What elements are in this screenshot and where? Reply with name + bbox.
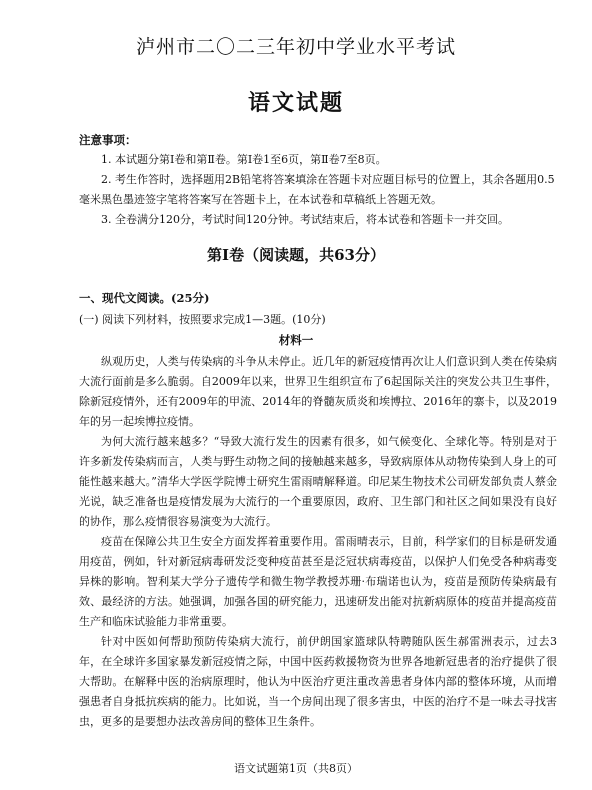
note-item: 1. 本试题分第Ⅰ卷和第Ⅱ卷。第Ⅰ卷1至6页，第Ⅱ卷7至8页。 [101, 153, 387, 166]
paragraph: 针对中医如何帮助预防传染病大流行，前伊朗国家篮球队特聘随队医生郝雷洲表示，过去3年，在全球许多国家暴发新冠疫情之际，中国中医药救援物资为世界各地新冠患者的治疗提供了很大帮助。在解释中医的治病原理时，他认为中医治疗更注重改善患者身体内部的整体环境，从而增强患者自身抵抗疾病的能力。比如说，当一个房间出现了很多害虫，中医的治疗不是一味去寻找害虫，更多的是要想办法改善房间的整体卫生条件。 [79, 635, 557, 728]
note-item: 2. 考生作答时，选择题用2B铅笔将答案填涂在答题卡对应题目标号的位置上，其余各题用0.5毫米黑色墨迹签字笔将答案写在答题卡上，在本试卷和草稿纸上答题无效。 [79, 173, 555, 206]
subject-title: 语文试题 [247, 90, 344, 116]
paragraph: 为何大流行越来越多？“导致大流行发生的因素有很多，如气候变化、全球化等。特别是对于许多新发传染病而言，人类与野生动物之间的接触越来越多，导致病原体从动物传染到人身上的可能性越来越大。”清华大学医学院博士研究生雷雨晴解释道。印尼某生物技术公司研发部负责人蔡金光说，缺乏准备也是疫情发展为大流行的一个重要原因，政府、卫生部门和社区之间如果没有良好的协作，那么疫情很容易演变为大流行。 [79, 435, 557, 528]
sub-instruction: (一) 阅读下列材料，按照要求完成1—3题。(10分) [79, 313, 326, 326]
page-footer: 语文试题第1页（共8页） [234, 762, 358, 775]
exam-title: 泸州市二〇二三年初中学业水平考试 [135, 36, 456, 58]
note-item: 3. 全卷满分120分，考试时间120分钟。考试结束后，将本试卷和答题卡一并交回。 [101, 213, 509, 226]
notes-heading: 注意事项： [79, 133, 137, 147]
paragraph: 纵观历史，人类与传染病的斗争从未停止。近几年的新冠疫情再次让人们意识到人类在传染病大流行面前是多么脆弱。自2009年以来，世界卫生组织宣布了6起国际关注的突发公共卫生事件，除新冠疫情外，还有2009年的甲流、2014年的脊髓灰质炎和埃博拉、2016年的寨卡，以及2019年的另一起埃博拉疫情。 [79, 355, 557, 428]
paragraph: 疫苗在保障公共卫生安全方面发挥着重要作用。雷雨晴表示，目前，科学家们的目标是研发通用疫苗，例如，针对新冠病毒研发泛变种疫苗甚至是泛冠状病毒疫苗，以保护人们免受各种病毒变异株的影响。智利某大学分子遗传学和微生物学教授苏珊·布瑞诺也认为，疫苗是预防传染病最有效、最经济的方法。她强调，加强各国的研究能力，迅速研发出能对抗新病原体的疫苗并提高疫苗生产和临床试验能力非常重要。 [79, 535, 557, 628]
part-title: 一、现代文阅读。(25分) [79, 291, 210, 305]
material-title: 材料一 [278, 333, 314, 347]
section-title: 第Ⅰ卷（阅读题，共63分） [207, 246, 385, 264]
